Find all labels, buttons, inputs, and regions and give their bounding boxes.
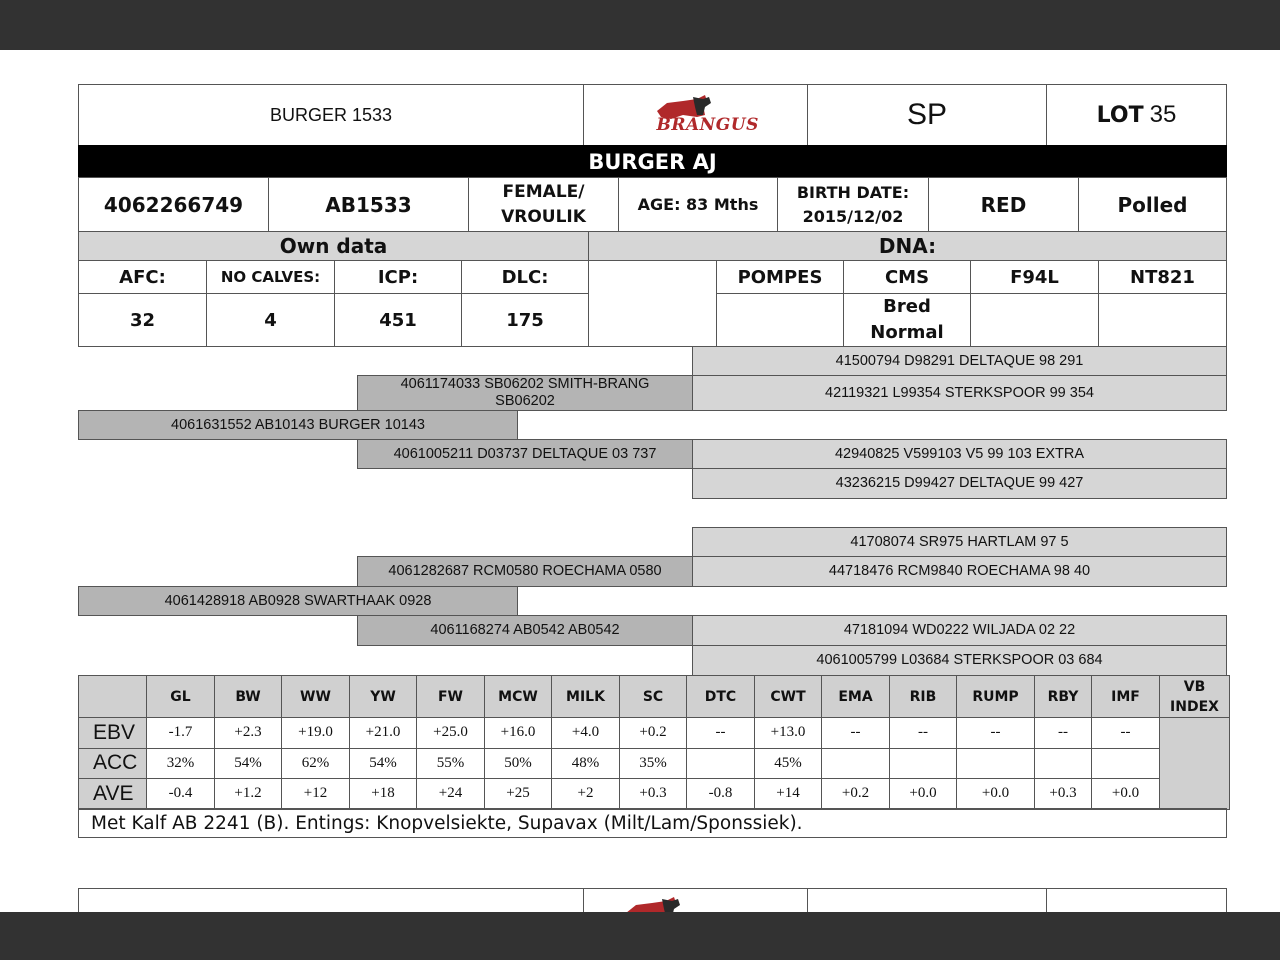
ebv-col-header: YW xyxy=(350,676,417,718)
birth-value: 2015/12/02 xyxy=(802,206,904,226)
ebv-col-header: EMA xyxy=(822,676,890,718)
ebv-cell xyxy=(890,748,957,779)
vb-index-header xyxy=(1160,676,1230,718)
sex-line2: VROULIK xyxy=(501,206,586,227)
ebv-cell: -0.8 xyxy=(687,779,755,810)
horn-status: Polled xyxy=(1078,177,1227,232)
ebv-col-header: BW xyxy=(215,676,282,718)
ebv-cell: +0.0 xyxy=(1092,779,1160,810)
pompes-value xyxy=(716,293,844,347)
pedigree-sdd: 43236215 D99427 DELTAQUE 99 427 xyxy=(692,468,1227,499)
ave-row xyxy=(79,779,1230,810)
dna-empty-cell xyxy=(588,260,717,347)
ebv-cell: -- xyxy=(1035,718,1092,749)
ebv-header-corner xyxy=(79,676,147,718)
ebv-col-header: DTC xyxy=(687,676,755,718)
lot xyxy=(1046,84,1227,146)
ebv-col-header: WW xyxy=(282,676,350,718)
ebv-cell: +16.0 xyxy=(485,718,552,749)
ebv-cell: +2 xyxy=(552,779,620,810)
pedigree-dss: 41708074 SR975 HARTLAM 97 5 xyxy=(692,527,1227,557)
ebv-cell: 54% xyxy=(350,748,417,779)
f94l-label: F94L xyxy=(970,260,1099,294)
afc-label: AFC: xyxy=(78,260,207,294)
dlc-label: DLC: xyxy=(461,260,589,294)
ebv-col-header: RUMP xyxy=(957,676,1035,718)
afc-value: 32 xyxy=(78,293,207,347)
ebv-cell xyxy=(1035,748,1092,779)
vb-line2: INDEX xyxy=(1170,698,1219,715)
ebv-cell: -- xyxy=(1092,718,1160,749)
pedigree-dsd: 44718476 RCM9840 ROECHAMA 98 40 xyxy=(692,556,1227,587)
ebv-col-header: IMF xyxy=(1092,676,1160,718)
ebv-cell: +0.0 xyxy=(890,779,957,810)
reg-number: 4062266749 xyxy=(78,177,269,232)
ebv-col-header: GL xyxy=(147,676,215,718)
ebv-col-header: CWT xyxy=(755,676,822,718)
colour: RED xyxy=(928,177,1079,232)
pedigree-dam-sire: 4061282687 RCM0580 ROECHAMA 0580 xyxy=(357,556,693,587)
ebv-cell: 45% xyxy=(755,748,822,779)
sex xyxy=(468,177,619,232)
pedigree-sds: 42940825 V599103 V5 99 103 EXTRA xyxy=(692,439,1227,469)
birth-label: BIRTH DATE: xyxy=(796,182,910,202)
vb-index-value xyxy=(1160,718,1230,810)
ebv-col-header: MILK xyxy=(552,676,620,718)
ebv-cell: +0.2 xyxy=(822,779,890,810)
pedigree-sire-dam: 4061005211 D03737 DELTAQUE 03 737 xyxy=(357,439,693,469)
ebv-col-header: MCW xyxy=(485,676,552,718)
pedigree-ssd: 42119321 L99354 STERKSPOOR 99 354 xyxy=(692,375,1227,411)
pedigree-ddd: 4061005799 L03684 STERKSPOOR 03 684 xyxy=(692,645,1227,676)
ebv-col-header: SC xyxy=(620,676,687,718)
ebv-cell: +2.3 xyxy=(215,718,282,749)
viewer-top-bar xyxy=(0,0,1280,50)
pedigree-sire: 4061631552 AB10143 BURGER 10143 xyxy=(78,410,518,440)
ebv-cell: +0.2 xyxy=(620,718,687,749)
ebv-cell xyxy=(1092,748,1160,779)
ebv-cell: +14 xyxy=(755,779,822,810)
birth-date xyxy=(777,177,929,232)
pedigree-dds: 47181094 WD0222 WILJADA 02 22 xyxy=(692,615,1227,646)
ebv-cell: +0.0 xyxy=(957,779,1035,810)
ebv-cell: +18 xyxy=(350,779,417,810)
pedigree-dam: 4061428918 AB0928 SWARTHAAK 0928 xyxy=(78,586,518,616)
pedigree-sire-sire: 4061174033 SB06202 SMITH-BRANG SB06202 xyxy=(357,375,693,411)
ebv-cell: -- xyxy=(687,718,755,749)
dlc-value: 175 xyxy=(461,293,589,347)
nt821-label: NT821 xyxy=(1098,260,1227,294)
ebv-cell: 55% xyxy=(417,748,485,779)
row-label: ACC xyxy=(79,748,147,779)
ebv-cell xyxy=(822,748,890,779)
ebv-cell: 50% xyxy=(485,748,552,779)
ebv-cell: -0.4 xyxy=(147,779,215,810)
icp-value: 451 xyxy=(334,293,462,347)
logo-text: BRANGUS xyxy=(656,115,759,135)
grade: SP xyxy=(807,84,1047,146)
ebv-cell: 35% xyxy=(620,748,687,779)
dna-title: DNA: xyxy=(588,231,1227,261)
brangus-logo xyxy=(583,84,808,146)
ebv-cell: +12 xyxy=(282,779,350,810)
vb-line1: VB xyxy=(1183,678,1206,695)
animal-id: AB1533 xyxy=(268,177,469,232)
viewer-bottom-bar xyxy=(0,912,1280,960)
ebv-cell: -1.7 xyxy=(147,718,215,749)
ebv-cell: +25 xyxy=(485,779,552,810)
pedigree-sss: 41500794 D98291 DELTAQUE 98 291 xyxy=(692,346,1227,376)
ebv-header-row xyxy=(79,676,1230,718)
ebv-cell: 48% xyxy=(552,748,620,779)
ebv-cell: +0.3 xyxy=(620,779,687,810)
icp-label: ICP: xyxy=(334,260,462,294)
no-calves-label: NO CALVES: xyxy=(206,260,335,294)
ebv-cell: +19.0 xyxy=(282,718,350,749)
ebv-cell: -- xyxy=(957,718,1035,749)
ebv-cell: +0.3 xyxy=(1035,779,1092,810)
ebv-cell: +25.0 xyxy=(417,718,485,749)
f94l-value xyxy=(970,293,1099,347)
cms-value xyxy=(843,293,971,347)
lot-label: LOT xyxy=(1096,102,1144,128)
cms-label: CMS xyxy=(843,260,971,294)
ebv-cell: 32% xyxy=(147,748,215,779)
cms-value-line2: Normal xyxy=(870,322,944,343)
pompes-label: POMPES xyxy=(716,260,844,294)
ebv-col-header: RIB xyxy=(890,676,957,718)
ebv-cell: 62% xyxy=(282,748,350,779)
ebv-row xyxy=(79,718,1230,749)
ebv-cell: 54% xyxy=(215,748,282,779)
acc-row xyxy=(79,748,1230,779)
ebv-cell: +1.2 xyxy=(215,779,282,810)
lot-number: 35 xyxy=(1149,101,1177,128)
ebv-cell xyxy=(957,748,1035,779)
animal-name: BURGER 1533 xyxy=(78,84,584,146)
ebv-col-header: FW xyxy=(417,676,485,718)
age: AGE: 83 Mths xyxy=(618,177,778,232)
ebv-cell: +13.0 xyxy=(755,718,822,749)
row-label: EBV xyxy=(79,718,147,749)
cms-value-line1: Bred xyxy=(883,296,931,317)
ebv-cell: +4.0 xyxy=(552,718,620,749)
breeder-name: BURGER AJ xyxy=(78,145,1227,178)
pedigree-dam-dam: 4061168274 AB0542 AB0542 xyxy=(357,615,693,646)
ebv-cell: -- xyxy=(890,718,957,749)
ebv-cell: +24 xyxy=(417,779,485,810)
sex-line1: FEMALE/ xyxy=(502,181,585,202)
ebv-cell: +21.0 xyxy=(350,718,417,749)
ebv-cell: -- xyxy=(822,718,890,749)
nt821-value xyxy=(1098,293,1227,347)
notes: Met Kalf AB 2241 (B). Entings: Knopvelsiekte, Supavax (Milt/Lam/Sponssiek). xyxy=(78,808,1227,838)
ebv-table xyxy=(78,675,1230,810)
row-label: AVE xyxy=(79,779,147,810)
ebv-cell xyxy=(687,748,755,779)
no-calves-value: 4 xyxy=(206,293,335,347)
own-data-title: Own data xyxy=(78,231,589,261)
ebv-col-header: RBY xyxy=(1035,676,1092,718)
